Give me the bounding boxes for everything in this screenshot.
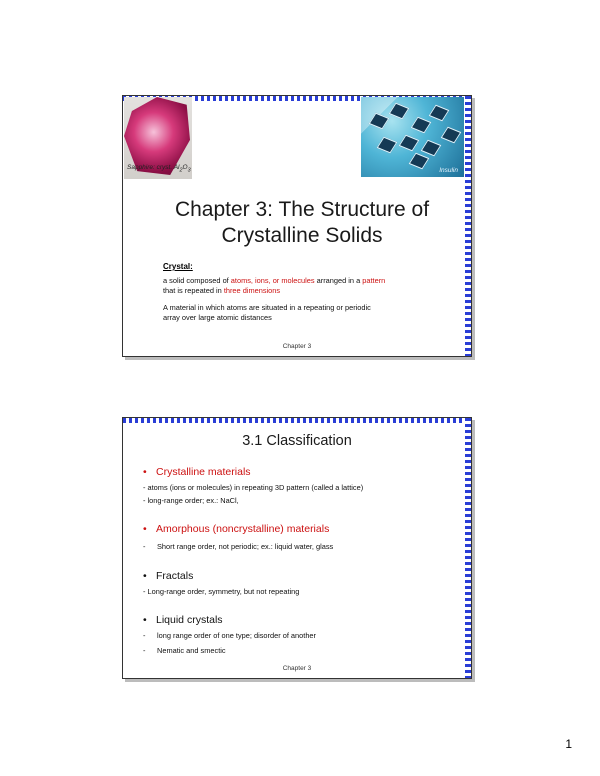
- slide-top-decoration: [123, 418, 471, 423]
- crystal-shape: [409, 153, 430, 170]
- crystal-shape: [411, 117, 432, 134]
- crystal-definition-2: A material in which atoms are situated in a repeating or periodic array over large atomic distances: [163, 303, 371, 322]
- amorphous-detail-dash: -: [143, 542, 146, 551]
- liquid-crystals-detail-1: long range order of one type; disorder of another: [157, 631, 317, 640]
- slide-right-decoration: [465, 418, 471, 678]
- crystalline-detail-1: - atoms (ions or molecules) in repeating 3D pattern (called a lattice): [143, 483, 364, 492]
- bullet-amorphous: • Amorphous (noncrystalline) materials: [143, 523, 330, 535]
- slide-1: [122, 95, 472, 357]
- slide-1-title: [153, 197, 451, 249]
- crystal-shape: [441, 127, 462, 144]
- crystal-shape: [377, 137, 398, 154]
- crystal-definition-1: a solid composed of atoms, ions, or molecules arranged in a pattern that is repeated in three dimensions: [163, 276, 386, 295]
- liquid-crystals-detail-1-dash: -: [143, 631, 146, 640]
- crystal-shape: [429, 105, 450, 122]
- crystalline-detail-2: - long-range order; ex.: NaCl,: [143, 496, 239, 505]
- bullet-dot: •: [143, 570, 147, 582]
- liquid-crystals-detail-2: Nematic and smectic: [157, 646, 226, 655]
- slide-2-title: 3.1 Classification: [242, 433, 352, 449]
- slide-1-footer: Chapter 3: [282, 343, 312, 350]
- slide-2: [122, 417, 472, 679]
- crystal-shape: [399, 135, 420, 152]
- slide-2-footer: Chapter 3: [282, 665, 312, 672]
- title-line-2: Crystalline Solids: [221, 224, 383, 247]
- crystal-shape: [369, 113, 390, 130]
- crystal-shape: [389, 103, 410, 120]
- title-line-1: Chapter 3: The Structure of: [174, 198, 430, 221]
- liquid-crystals-detail-2-dash: -: [143, 646, 146, 655]
- fractals-detail: - Long-range order, symmetry, but not repeating: [143, 587, 300, 596]
- bullet-fractals: • Fractals: [143, 570, 194, 582]
- crystal-shape: [421, 140, 442, 157]
- insulin-caption: Insulin: [439, 167, 458, 174]
- bullet-dot: •: [143, 523, 147, 535]
- page-number: 1: [565, 737, 572, 751]
- bullet-crystalline: • Crystalline materials: [143, 466, 251, 478]
- bullet-dot: •: [143, 614, 147, 626]
- insulin-image: [361, 97, 464, 177]
- amorphous-detail: Short range order, not periodic; ex.: liquid water, glass: [157, 542, 334, 551]
- bullet-liquid-crystals: • Liquid crystals: [143, 614, 223, 626]
- sapphire-caption: Sapphire: cryst. $Al_2O_3$: [127, 164, 191, 174]
- bullet-dot: •: [143, 466, 147, 478]
- slide-right-decoration: [465, 96, 471, 356]
- crystal-label: Crystal:: [163, 262, 193, 271]
